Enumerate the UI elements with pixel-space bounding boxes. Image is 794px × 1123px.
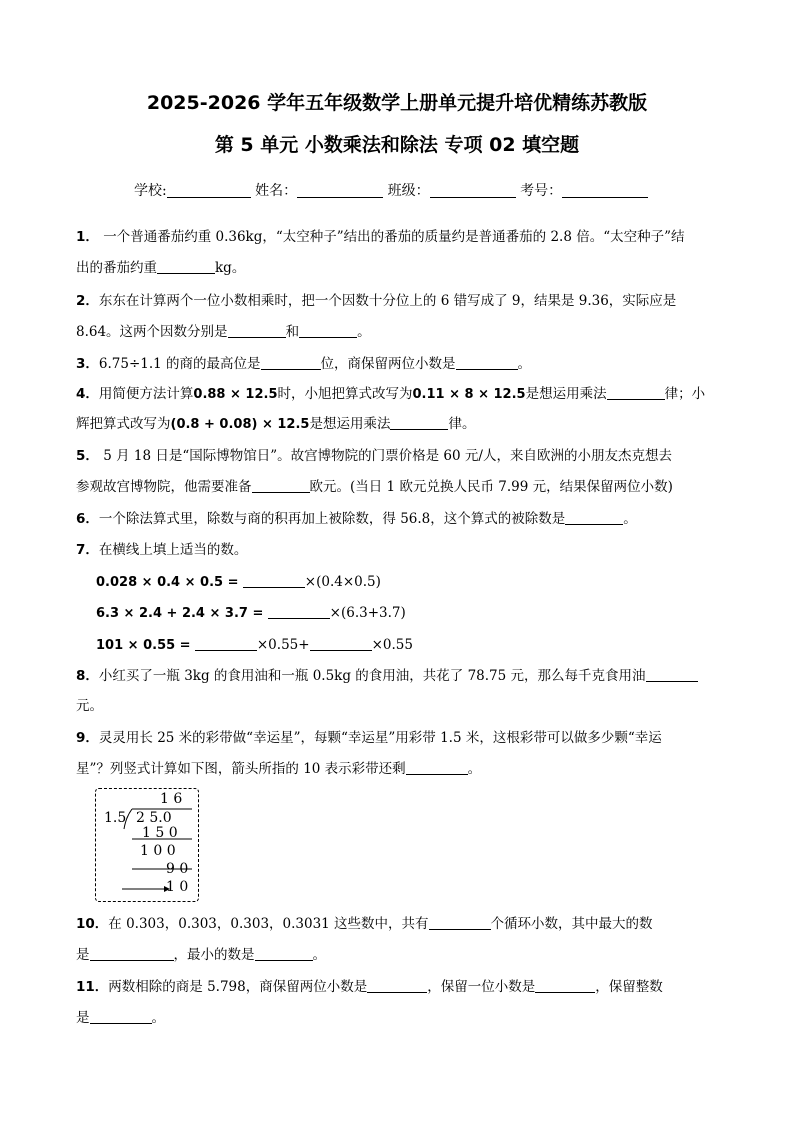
question-number: 2． (76, 293, 99, 309)
question-text: 欧元。(当日 1 欧元兑换人民币 7.99 元，结果保留两位小数) (309, 479, 673, 495)
question-1-line-1 (76, 228, 685, 246)
math-expression: 0.11 × 8 × 12.5 (412, 387, 526, 402)
answer-blank[interactable] (261, 357, 321, 370)
quotient: 1 6 (160, 791, 183, 807)
question-4-line-1 (76, 385, 705, 404)
question-7-row-1 (96, 573, 381, 592)
question-text: ，保留一位小数是 (427, 979, 536, 995)
math-expression: 0.88 × 12.5 (193, 387, 278, 402)
question-text: ×(6.3+3.7) (329, 605, 406, 621)
question-number: 4． (76, 386, 99, 402)
question-text: 出的番茄约重 (76, 260, 157, 276)
question-8-line-1 (76, 667, 698, 685)
question-text: 8.64。这两个因数分别是 (76, 324, 228, 340)
question-text: 。 (312, 947, 326, 963)
question-text: 。 (151, 1010, 165, 1026)
question-text: 律。 (448, 416, 476, 432)
question-number: 8． (76, 668, 99, 684)
answer-blank[interactable] (456, 357, 518, 370)
answer-blank[interactable] (310, 638, 372, 651)
name-blank[interactable] (297, 183, 383, 198)
answer-blank[interactable] (195, 638, 257, 651)
question-7-row-3 (96, 636, 413, 655)
question-10-line-2 (76, 946, 326, 964)
question-text: 是 (76, 1010, 90, 1026)
question-10-line-1 (76, 915, 653, 933)
answer-blank[interactable] (367, 980, 427, 993)
question-text: 用简便方法计算 (98, 386, 194, 402)
question-text: ，保留整数 (595, 979, 663, 995)
question-text: 在 0.303，0.303，0.303，0.3031 这些数中，共有 (108, 916, 429, 932)
question-text: 位，商保留两位小数是 (320, 356, 456, 372)
question-text: 5 月 18 日是“国际博物馆日”。故宫博物院的门票价格是 60 元/人，来自欧洲的小朋友杰克想去 (98, 448, 672, 464)
partial-product-2: 9 0 (166, 861, 189, 877)
answer-blank[interactable] (646, 669, 698, 682)
question-8-line-2 (76, 697, 103, 715)
answer-blank[interactable] (406, 762, 468, 775)
question-text: 和 (285, 324, 300, 340)
answer-blank[interactable] (243, 575, 305, 588)
question-6 (76, 510, 637, 528)
answer-blank[interactable] (299, 325, 357, 338)
question-number: 1． (76, 229, 99, 245)
question-9-line-2 (76, 760, 481, 778)
answer-blank[interactable] (390, 417, 448, 430)
question-text: 灵灵用长 25 米的彩带做“幸运星”，每颗“幸运星”用彩带 1.5 米，这根彩带可以做多少颗“幸运 (98, 730, 662, 746)
math-expression: (0.8 + 0.08) × 12.5 (170, 417, 310, 432)
question-text: 。 (357, 324, 371, 340)
class-blank[interactable] (430, 183, 516, 198)
answer-blank[interactable] (268, 606, 330, 619)
remainder-1: 1 0 0 (140, 843, 176, 859)
answer-blank[interactable] (90, 948, 174, 961)
question-4-line-2 (76, 415, 475, 434)
answer-blank[interactable] (565, 512, 623, 525)
math-expression: 0.028 × 0.4 × 0.5 = (96, 575, 239, 590)
question-5-line-1 (76, 447, 672, 465)
question-text: 星”？列竖式计算如下图，箭头所指的 10 表示彩带还剩 (76, 761, 406, 777)
question-text: 辉把算式改写为 (76, 416, 171, 432)
question-text: ，最小的数是 (173, 947, 255, 963)
question-5-line-2 (76, 478, 673, 496)
math-expression: 101 × 0.55 = (96, 638, 191, 653)
divisor: 1.5 (104, 810, 127, 826)
question-text: 6.75÷1.1 的商的最高位是 (98, 356, 261, 372)
question-text: ×0.55 (371, 637, 413, 653)
question-text: 律；小 (664, 386, 706, 402)
exam-number-blank[interactable] (562, 183, 648, 198)
answer-blank[interactable] (157, 261, 215, 274)
answer-blank[interactable] (429, 917, 491, 930)
question-number: 10． (76, 916, 109, 932)
answer-blank[interactable] (90, 1011, 152, 1024)
question-text: 。 (467, 761, 482, 777)
question-2-line-2 (76, 323, 371, 341)
question-text: 两数相除的商是 5.798，商保留两位小数是 (108, 979, 368, 995)
question-text: 元。 (76, 698, 103, 714)
question-number: 9． (76, 730, 99, 746)
question-text: 在横线上填上适当的数。 (98, 542, 248, 558)
answer-blank[interactable] (535, 980, 595, 993)
question-text: 东东在计算两个一位小数相乘时，把一个因数十分位上的 6 错写成了 9，结果是 9.36，实际应是 (98, 293, 677, 309)
question-text: ×0.55+ (256, 637, 310, 653)
question-text: 。 (517, 356, 532, 372)
partial-product-1: 1 5 0 (142, 825, 178, 841)
school-label: 学校: (134, 183, 167, 199)
question-7 (76, 541, 247, 559)
question-text: 一个除法算式里，除数与商的积再加上被除数，得 56.8，这个算式的被除数是 (98, 511, 566, 527)
page-subtitle: 第 5 单元 小数乘法和除法 专项 02 填空题 (214, 134, 580, 156)
exam-number-label: 考号： (520, 183, 563, 199)
question-11-line-1 (76, 978, 663, 996)
name-label: 姓名： (255, 183, 298, 199)
question-number: 7． (76, 542, 99, 558)
question-11-line-2 (76, 1009, 165, 1027)
question-9-line-1 (76, 729, 662, 747)
answer-blank[interactable] (255, 948, 313, 961)
question-text: 是想运用乘法 (525, 386, 607, 402)
question-text: 是想运用乘法 (309, 416, 391, 432)
answer-blank[interactable] (228, 325, 286, 338)
question-number: 11． (76, 979, 109, 995)
question-text: 小红买了一瓶 3kg 的食用油和一瓶 0.5kg 的食用油，共花了 78.75 元，那么每千克食用油 (98, 668, 646, 684)
question-7-row-2 (96, 604, 406, 623)
question-text: kg。 (215, 260, 246, 276)
question-text: 一个普通番茄约重 0.36kg，“太空种子”结出的番茄的质量约是普通番茄的 2.8 倍。“太空种子”结 (98, 229, 685, 245)
question-3 (76, 355, 531, 373)
question-number: 5． (76, 448, 99, 464)
question-number: 6． (76, 511, 99, 527)
question-text: 个循环小数，其中最大的数 (490, 916, 653, 932)
question-text: 参观故宫博物院，他需要准备 (76, 479, 252, 495)
question-1-line-2 (76, 259, 245, 277)
math-expression: 6.3 × 2.4 + 2.4 × 3.7 = (96, 606, 264, 621)
question-text: ×(0.4×0.5) (304, 574, 381, 590)
class-label: 班级： (387, 183, 430, 199)
question-text: 时，小旭把算式改写为 (277, 386, 413, 402)
page-title: 2025-2026 学年五年级数学上册单元提升培优精练苏教版 (146, 92, 648, 114)
dividend: 2 5.0 (136, 810, 172, 826)
long-division-figure (95, 788, 199, 902)
question-text: 是 (76, 947, 90, 963)
question-2-line-1 (76, 292, 676, 310)
student-info-line (134, 180, 648, 200)
answer-blank[interactable] (607, 387, 665, 400)
question-text: 。 (623, 511, 637, 527)
remainder-final: 1 0 (166, 879, 189, 895)
school-blank[interactable] (167, 183, 251, 198)
answer-blank[interactable] (252, 480, 310, 493)
question-number: 3． (76, 356, 99, 372)
